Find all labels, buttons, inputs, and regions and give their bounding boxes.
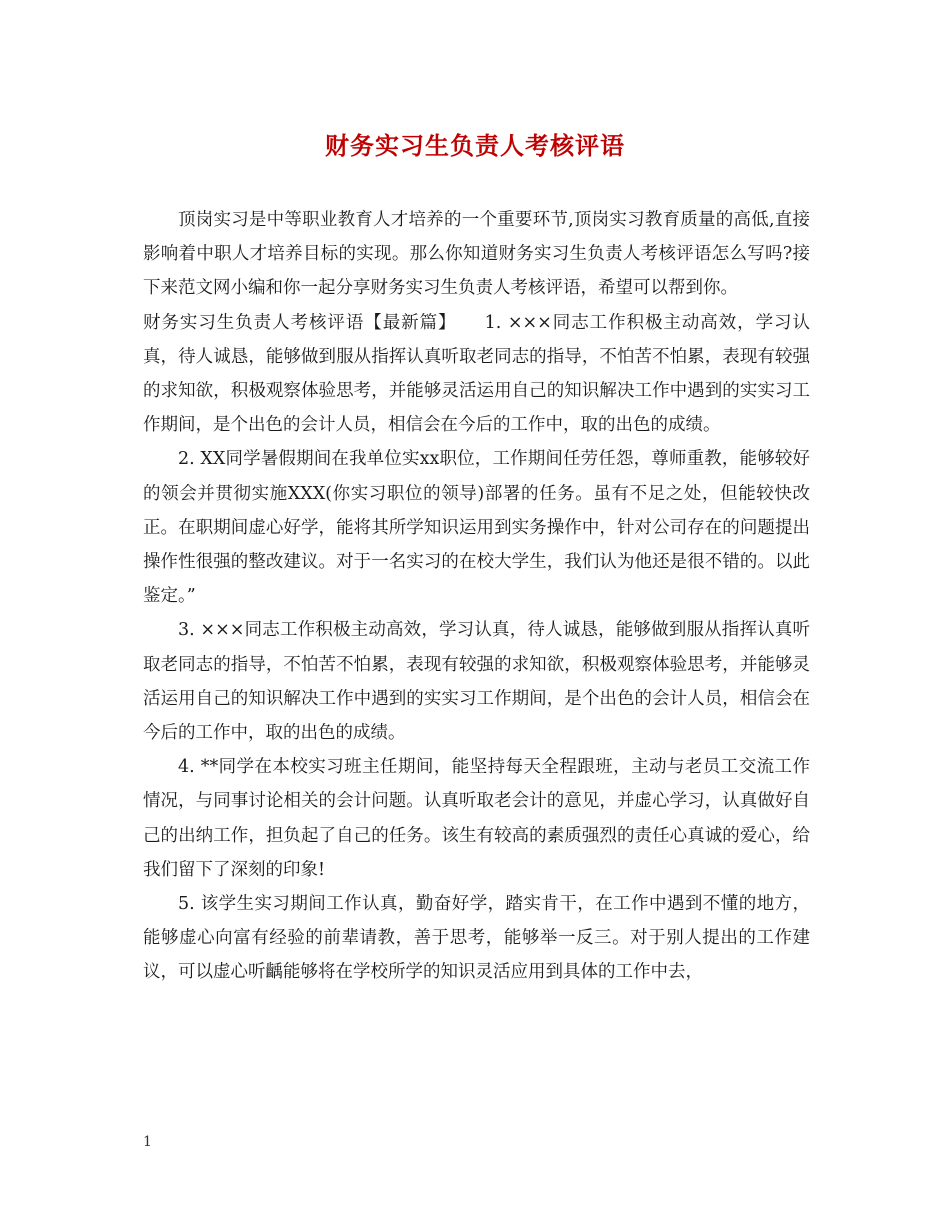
paragraph-5: 5. 该学生实习期间工作认真，勤奋好学，踏实肯干，在工作中遇到不懂的地方，能够虚心向富有经验的前辈请教，善于思考，能够举一反三。对于别人提出的工作建议，可以虚心听齲能够将在学校所学的知识灵活应用到具体的工作中去， (143, 894, 810, 983)
document-title: 财务实习生负责人考核评语 (325, 131, 625, 160)
paragraph-1: 财务实习生负责人考核评语【最新篇】 1. ×××同志工作积极主动高效，学习认真，待人诚恳，能够做到服从指挥认真听取老同志的指导，不怕苦不怕累，表现有较强的求知欲，积极观察体验思考，并能够灵活运用自己的知识解决工作中遇到的实实习工作期间，是个出色的会计人员，相信会在今后的工作中，取的出色的成绩。 (143, 312, 810, 436)
page-number: 1 (143, 1134, 152, 1150)
paragraph-4: 4. **同学在本校实习班主任期间，能坚持每天全程跟班，主动与老员工交流工作情况，与同事讨论相关的会计问题。认真听取老会计的意见，并虚心学习，认真做好自己的出纳工作，担负起了自己的任务。该生有较高的素质强烈的责任心真诚的爱心，给我们留下了深刻的印象! (143, 757, 810, 880)
document-body (143, 203, 810, 990)
paragraph-intro: 顶岗实习是中等职业教育人才培养的一个重要环节,顶岗实习教育质量的高低,直接影响着中职人才培养目标的实现。那么你知道财务实习生负责人考核评语怎么写吗?接下来范文网小编和你一起分享财务实习生负责人考核评语，希望可以帮到你。 (143, 210, 810, 299)
paragraph-2: 2. XX同学暑假期间在我单位实xx职位，工作期间任劳任怨，尊师重教，能够较好的领会并贯彻实施XXX(你实习职位的领导)部署的任务。虽有不足之处，但能较快改正。在职期间虚心好学，能将其所学知识运用到实务操作中，针对公司存在的问题提出操作性很强的整改建议。对于一名实习的在校大学生，我们认为他还是很不错的。以此鉴定。” (143, 449, 810, 607)
paragraph-3: 3. ×××同志工作积极主动高效，学习认真，待人诚恳，能够做到服从指挥认真听取老同志的指导，不怕苦不怕累，表现有较强的求知欲，积极观察体验思考，并能够灵活运用自己的知识解决工作中遇到的实实习工作期间，是个出色的会计人员，相信会在今后的工作中，取的出色的成绩。 (143, 620, 810, 744)
